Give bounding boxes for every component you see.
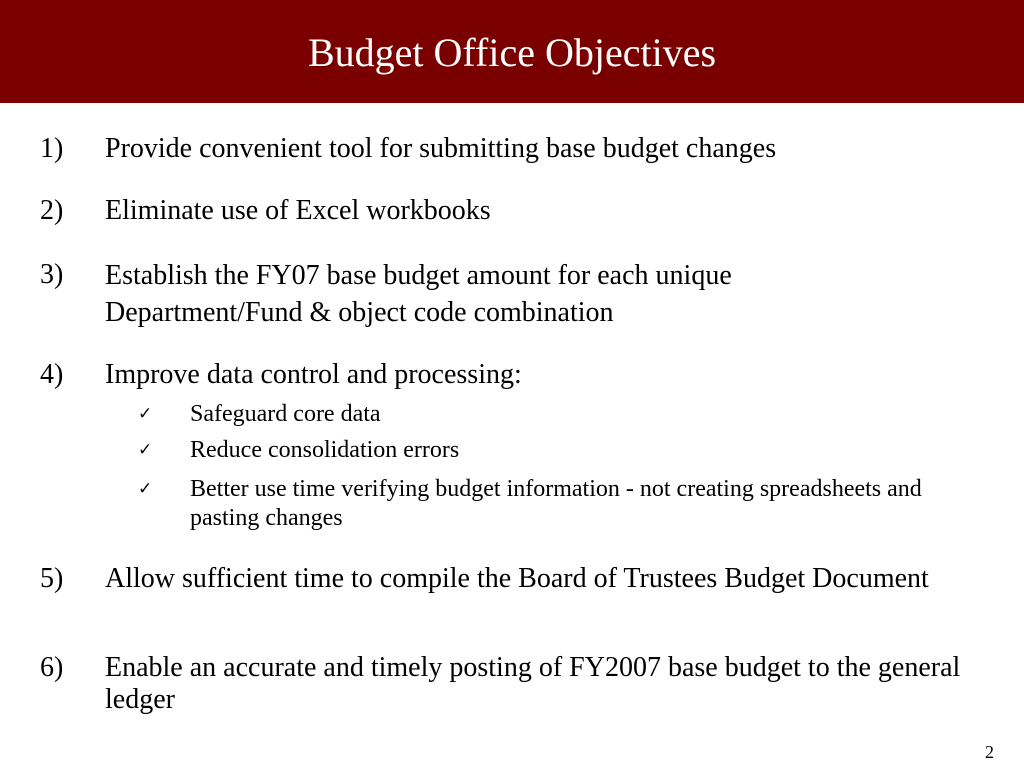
- objective-number: 4): [40, 359, 64, 390]
- title-bar: [0, 0, 1024, 103]
- objective-text: Eliminate use of Excel workbooks: [105, 195, 491, 226]
- objective-text: Establish the FY07 base budget amount for each unique Department/Fund & object code combination: [105, 260, 732, 328]
- objective-text: Provide convenient tool for submitting base budget changes: [105, 133, 777, 164]
- slide-title: Budget Office Objectives: [307, 30, 717, 75]
- objective-number: 1): [40, 133, 64, 164]
- objective-number: 5): [40, 563, 64, 594]
- objective-number: 6): [40, 652, 64, 683]
- sub-item-text: Reduce consolidation errors: [190, 437, 460, 463]
- checkmark-icon: ✓: [138, 440, 153, 460]
- objective-text: Allow sufficient time to compile the Board of Trustees Budget Document: [105, 563, 929, 594]
- sub-item-text: Safeguard core data: [190, 401, 381, 427]
- checkmark-icon: ✓: [138, 404, 153, 424]
- sub-item-text: Better use time verifying budget information - not creating spreadsheets and pasting changes: [190, 476, 922, 531]
- objective-text: Enable an accurate and timely posting of FY2007 base budget to the general ledger: [105, 652, 961, 715]
- objective-number: 3): [40, 259, 64, 290]
- checkmark-icon: ✓: [138, 479, 153, 499]
- page-number: 2: [985, 742, 994, 762]
- objective-number: 2): [40, 195, 64, 226]
- objective-text: Improve data control and processing:: [105, 359, 522, 390]
